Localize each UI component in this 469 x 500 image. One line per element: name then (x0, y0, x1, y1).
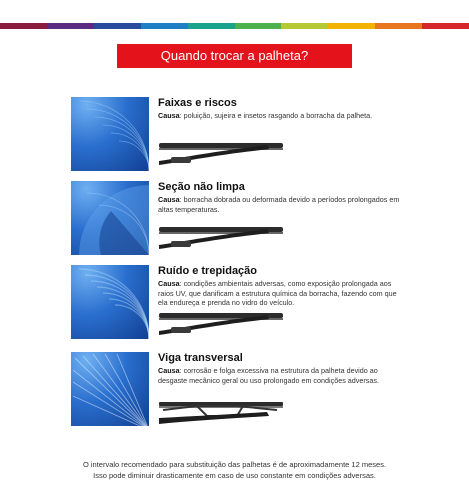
issue-cause (158, 279, 403, 308)
cause-text: : poluição, sujeira e insetos rasgando a borracha da palheta. (179, 111, 373, 120)
stripe-segment (375, 23, 422, 29)
wiper-blade-image (157, 309, 287, 339)
wiper-blade-frame-image (157, 398, 287, 428)
issue-cause (158, 111, 403, 121)
note-line-1: O intervalo recomendado para substituição das palhetas é de aproximadamente 12 meses. (82, 460, 387, 469)
stripe-segment (47, 23, 94, 29)
stripe-segment (281, 23, 328, 29)
stripe-segment (328, 23, 375, 29)
windshield-chatter-image (71, 265, 149, 339)
windshield-frame-image (71, 352, 149, 426)
stripe-segment (422, 23, 469, 29)
cause-label: Causa (158, 195, 180, 204)
color-stripe (0, 23, 469, 29)
issue-title: Viga transversal (158, 352, 243, 364)
windshield-unwiped-image (71, 181, 149, 255)
recommendation-note (0, 459, 469, 481)
cause-text: : condições ambientais adversas, como exposição prolongada aos raios UV, que danificam a estrutura química da borracha, fazendo com que ela endureça e prenda no vidro do veículo. (158, 279, 397, 307)
wiper-blade-image (157, 219, 287, 255)
cause-label: Causa (158, 111, 180, 120)
issue-title: Ruído e trepidação (158, 265, 258, 277)
stripe-segment (188, 23, 235, 29)
note-line-2: Isso pode diminuir drasticamente em caso de uso constante em condições adversas. (93, 471, 376, 480)
stripe-segment (141, 23, 188, 29)
windshield-streaks-image (71, 97, 149, 171)
cause-label: Causa (158, 366, 180, 375)
issue-cause (158, 195, 403, 214)
stripe-segment (0, 23, 47, 29)
issue-title: Seção não limpa (158, 181, 245, 193)
cause-text: : borracha dobrada ou deformada devido a períodos prolongados em altas temperaturas. (158, 195, 400, 214)
stripe-segment (94, 23, 141, 29)
cause-label: Causa (158, 279, 180, 288)
stripe-segment (235, 23, 282, 29)
issue-cause (158, 366, 403, 385)
page-title-banner: Quando trocar a palheta? (117, 44, 352, 68)
issue-title: Faixas e riscos (158, 97, 237, 109)
cause-text: : corrosão e folga excessiva na estrutura da palheta devido ao desgaste mecânico geral ou uso prolongado em condições adversas. (158, 366, 379, 385)
wiper-blade-image (157, 135, 287, 171)
